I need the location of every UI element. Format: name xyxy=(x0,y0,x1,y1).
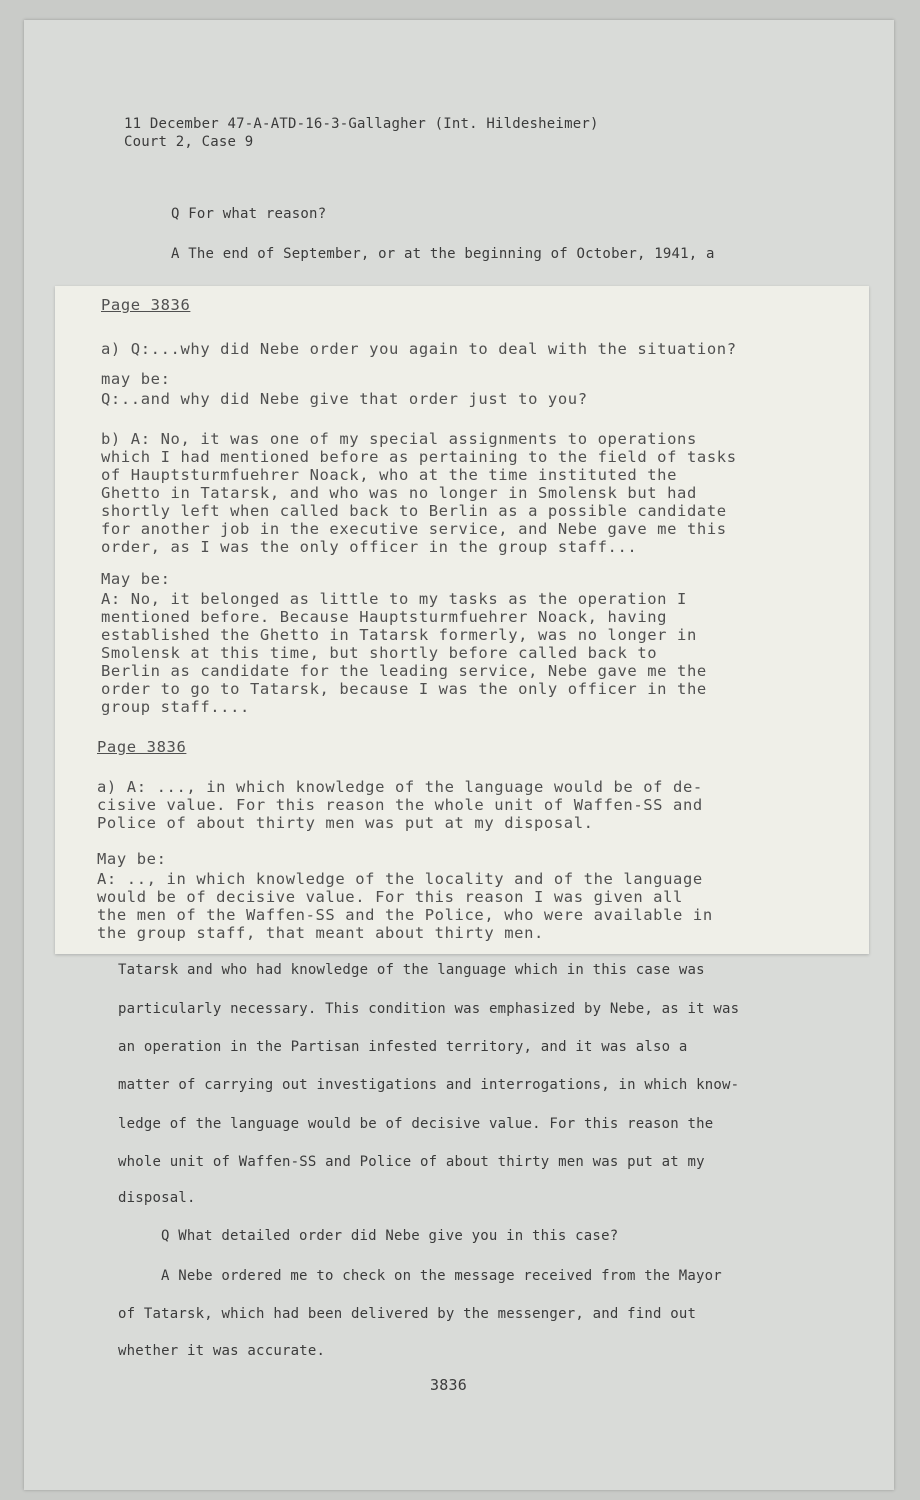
slip-line: established the Ghetto in Tatarsk formerly, was no longer in xyxy=(101,626,697,644)
slip-line: Ghetto in Tatarsk, and who was no longer in Smolensk but had xyxy=(101,484,697,502)
slip-line: May be: xyxy=(101,570,171,588)
body-line: Tatarsk and who had knowledge of the language which in this case was xyxy=(118,962,705,978)
slip-line: Smolensk at this time, but shortly before called back to xyxy=(101,644,658,662)
slip-line: b) A: No, it was one of my special assignments to operations xyxy=(101,430,697,448)
answer-line: A Nebe ordered me to check on the message received from the Mayor xyxy=(161,1268,722,1284)
slip-line: Q:..and why did Nebe give that order just to you? xyxy=(101,390,588,408)
slip-line: order, as I was the only officer in the group staff... xyxy=(101,538,638,556)
slip-line: which I had mentioned before as pertaining to the field of tasks xyxy=(101,448,737,466)
correction-slip xyxy=(55,286,869,954)
slip-line: Police of about thirty men was put at my disposal. xyxy=(97,814,594,832)
body-line: particularly necessary. This condition was emphasized by Nebe, as it was xyxy=(118,1001,740,1017)
slip-line: a) Q:...why did Nebe order you again to deal with the situation? xyxy=(101,340,737,358)
answer-line: A The end of September, or at the beginning of October, 1941, a xyxy=(171,246,715,262)
body-line: whole unit of Waffen-SS and Police of about thirty men was put at my xyxy=(118,1154,705,1170)
slip-line: the men of the Waffen-SS and the Police, who were available in xyxy=(97,906,713,924)
header-line-1: 11 December 47-A-ATD-16-3-Gallagher (Int. Hildesheimer) xyxy=(124,116,599,132)
body-line: disposal. xyxy=(118,1190,196,1206)
slip-line: mentioned before. Because Hauptsturmfuehrer Noack, having xyxy=(101,608,668,626)
body-line: an operation in the Partisan infested territory, and it was also a xyxy=(118,1039,688,1055)
slip-line: shortly left when called back to Berlin as a possible candidate xyxy=(101,502,727,520)
slip-line: a) A: ..., in which knowledge of the language would be of de- xyxy=(97,778,703,796)
slip-line: of Hauptsturmfuehrer Noack, who at the time instituted the xyxy=(101,466,678,484)
slip-line: the group staff, that meant about thirty men. xyxy=(97,924,544,942)
slip-line: A: .., in which knowledge of the locality and of the language xyxy=(97,870,703,888)
slip-heading: Page 3836 xyxy=(97,738,187,756)
slip-line: cisive value. For this reason the whole unit of Waffen-SS and xyxy=(97,796,703,814)
body-line: whether it was accurate. xyxy=(118,1343,326,1359)
slip-line: May be: xyxy=(97,850,167,868)
body-line: of Tatarsk, which had been delivered by the messenger, and find out xyxy=(118,1306,697,1322)
slip-line: Berlin as candidate for the leading service, Nebe gave me the xyxy=(101,662,707,680)
slip-line: may be: xyxy=(101,370,171,388)
page-number: 3836 xyxy=(430,1376,467,1394)
body-line: ledge of the language would be of decisive value. For this reason the xyxy=(118,1116,714,1132)
slip-line: for another job in the executive service, and Nebe gave me this xyxy=(101,520,727,538)
slip-line: order to go to Tatarsk, because I was the only officer in the xyxy=(101,680,707,698)
question-line: Q For what reason? xyxy=(171,206,327,222)
header-line-2: Court 2, Case 9 xyxy=(124,134,254,150)
slip-line: A: No, it belonged as little to my tasks as the operation I xyxy=(101,590,687,608)
question-line: Q What detailed order did Nebe give you in this case? xyxy=(161,1228,619,1244)
body-line: matter of carrying out investigations and interrogations, in which know- xyxy=(118,1077,740,1093)
slip-heading: Page 3836 xyxy=(101,296,191,314)
slip-line: group staff.... xyxy=(101,698,250,716)
slip-line: would be of decisive value. For this reason I was given all xyxy=(97,888,683,906)
